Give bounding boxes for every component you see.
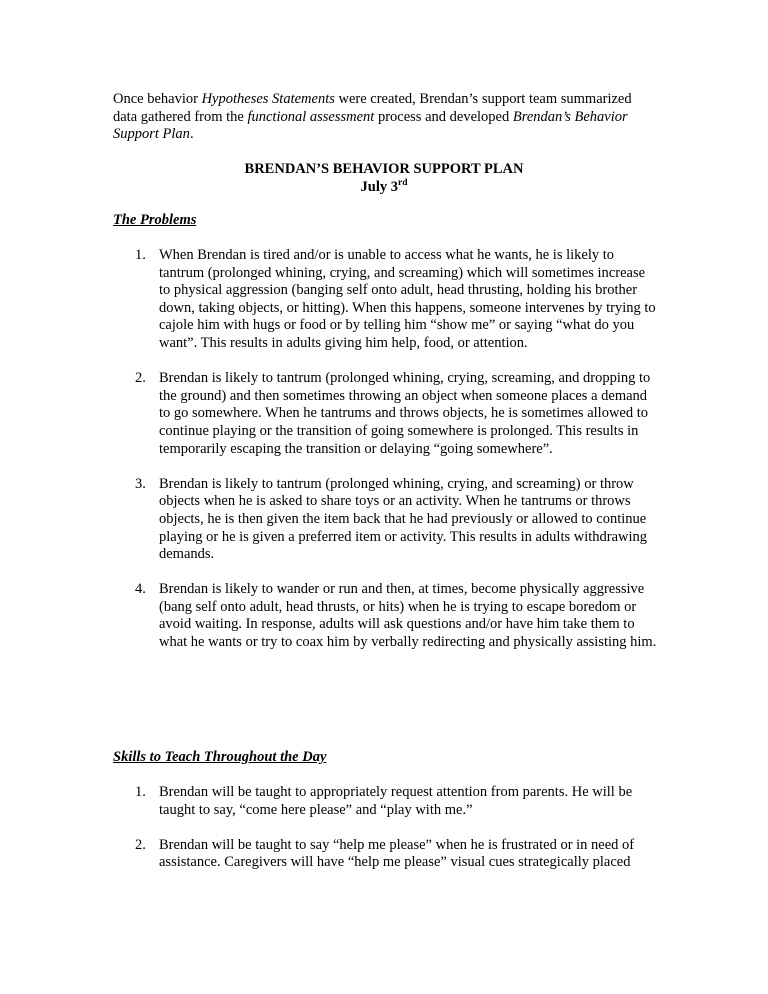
skill-item	[113, 837, 658, 872]
problem-item	[113, 476, 658, 564]
problem-text: Brendan is likely to wander or run and then, at times, become physically aggressive (bang self onto adult, head thrusts, or hits) when he is trying to escape boredom or avoid waiting. In response, adults will ask questions and/or have him take them to what he wants or try to coax him by verbally redirecting and physically assisting him.	[159, 581, 657, 651]
skill-text: Brendan will be taught to appropriately request attention from parents. He will be taught to say, “come here please” and “play with me.”	[159, 784, 633, 818]
problem-text: When Brendan is tired and/or is unable to access what he wants, he is likely to tantrum (prolonged whining, crying, and screaming) which will sometimes increase to physical aggression (banging self onto adult, head thrusting, holding his brother down, taking objects, or hitting). When this happens, someone intervenes by trying to cajole him with hugs or food or by telling him “show me” or saying “what do you want”. This results in adults giving him help, food, or attention.	[159, 247, 656, 351]
problem-text: Brendan is likely to tantrum (prolonged whining, crying, and screaming) or throw objects when he is asked to share toys or an activity. When he tantrums or throws objects, he is then given the item back that he had previously or allowed to continue playing or he is given a preferred item or activity. This results in adults withdrawing demands.	[159, 475, 648, 563]
problem-item	[113, 581, 658, 651]
problem-number: 3.	[135, 475, 146, 492]
problem-item	[113, 247, 658, 353]
plan-title-block	[0, 161, 768, 196]
skills-heading: Skills to Teach Throughout the Day	[113, 749, 327, 765]
problem-number: 2.	[135, 370, 146, 387]
skill-text: Brendan will be taught to say “help me please” when he is frustrated or in need of assistance. Caregivers will have “help me please” visual cues strategically placed	[159, 836, 635, 871]
plan-date	[0, 179, 768, 197]
intro-italic-plan: Brendan’s Behavior Support Plan	[113, 108, 628, 143]
skill-number: 1.	[135, 784, 146, 800]
plan-title: BRENDAN’S BEHAVIOR SUPPORT PLAN	[244, 161, 524, 177]
skill-item	[113, 784, 658, 819]
problem-number: 4.	[135, 581, 146, 598]
intro-italic-hypotheses: Hypotheses Statements	[201, 91, 335, 107]
skill-number: 2.	[135, 836, 146, 853]
problem-number: 1.	[135, 247, 146, 263]
intro-italic-functional-assessment: functional assessment	[247, 108, 375, 125]
problem-item	[113, 370, 658, 458]
intro-text-4: .	[189, 126, 194, 143]
problems-list	[113, 247, 658, 669]
plan-date-suffix: rd	[397, 177, 408, 188]
problem-text: Brendan is likely to tantrum (prolonged whining, crying, screaming, and dropping to the ground) and then sometimes throwing an object when someone places a demand to go somewhere. When he tantrums and throws objects, he is sometimes allowed to continue playing or the transition of going somewhere is prolonged. This results in temporarily escaping the transition or delaying “going somewhere”.	[159, 370, 651, 457]
intro-text-1: Once behavior	[113, 91, 202, 107]
intro-text-3: process and developed	[374, 108, 513, 125]
problems-heading: The Problems	[113, 212, 197, 228]
plan-date-text: July 3	[360, 178, 398, 195]
skills-list	[113, 784, 658, 890]
intro-paragraph	[113, 91, 658, 144]
intro-text-2: were created, Brendan’s support team summarized data gathered from the	[113, 91, 632, 125]
